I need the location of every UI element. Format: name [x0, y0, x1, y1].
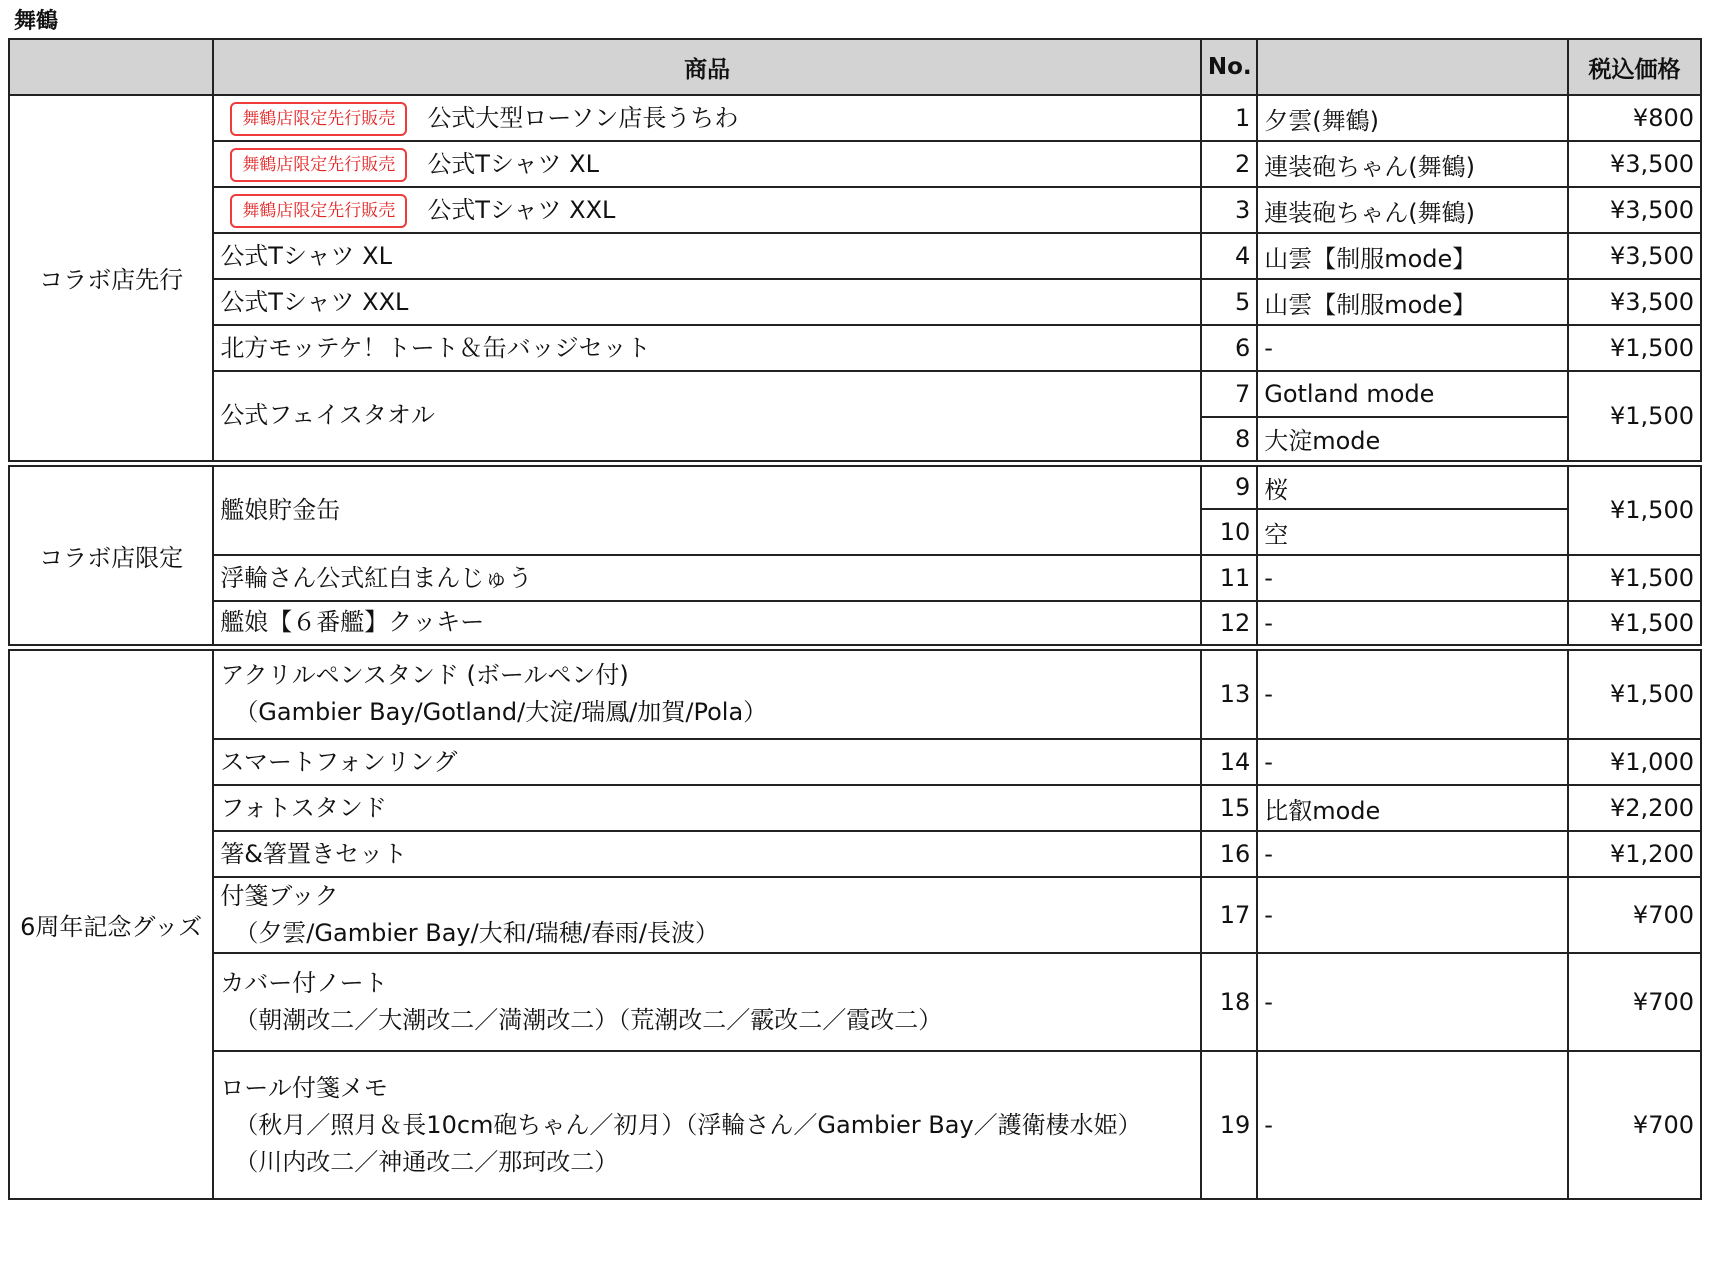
- number-cell: 13: [1201, 647, 1257, 739]
- variant-cell: -: [1257, 1051, 1568, 1199]
- number-cell: 3: [1201, 187, 1257, 233]
- price-cell: ¥1,500: [1568, 371, 1701, 463]
- product-cell: [213, 187, 1201, 233]
- number-cell: 10: [1201, 509, 1257, 555]
- table-row: [9, 279, 1701, 325]
- variant-cell: -: [1257, 877, 1568, 953]
- variant-cell: 山雲【制服mode】: [1257, 233, 1568, 279]
- product-name: アクリルペンスタンド (ボールペン付): [220, 661, 629, 690]
- product-name: 付箋ブック: [220, 882, 339, 910]
- header-price: 税込価格: [1568, 39, 1701, 95]
- product-name: 公式大型ローソン店長うちわ: [427, 103, 739, 132]
- product-cell: [213, 877, 1201, 953]
- limited-tag: 舞鶴店限定先行販売: [230, 194, 407, 228]
- table-row: [9, 233, 1701, 279]
- category-cell: 6周年記念グッズ: [9, 647, 213, 1199]
- product-name: 公式Tシャツ XXL: [427, 195, 616, 224]
- product-cell: [213, 141, 1201, 187]
- variant-cell: Gotland mode: [1257, 371, 1568, 417]
- number-cell: 7: [1201, 371, 1257, 417]
- number-cell: 1: [1201, 95, 1257, 141]
- variant-cell: 桜: [1257, 463, 1568, 509]
- variant-cell: 連装砲ちゃん(舞鶴): [1257, 187, 1568, 233]
- variant-cell: -: [1257, 601, 1568, 647]
- number-cell: 8: [1201, 417, 1257, 463]
- product-cell: 艦娘【６番艦】クッキー: [213, 601, 1201, 647]
- product-cell: 公式フェイスタオル: [213, 371, 1201, 463]
- page-title: 舞鶴: [14, 9, 59, 34]
- product-cell: スマートフォンリング: [213, 739, 1201, 785]
- product-note: （秋月／照月＆長10cm砲ちゃん／初月）（浮輪さん／Gambier Bay／護衛棲水姫）: [234, 1110, 1142, 1139]
- header-category: [9, 39, 213, 95]
- number-cell: 17: [1201, 877, 1257, 953]
- table-row: [9, 555, 1701, 601]
- table-row: [9, 877, 1701, 953]
- product-cell: [213, 647, 1201, 739]
- product-cell: 公式Tシャツ XXL: [213, 279, 1201, 325]
- variant-cell: -: [1257, 953, 1568, 1051]
- header-row: [9, 39, 1701, 95]
- price-cell: ¥3,500: [1568, 187, 1701, 233]
- table-row: [9, 141, 1701, 187]
- variant-cell: -: [1257, 647, 1568, 739]
- product-name: カバー付ノート: [220, 969, 388, 997]
- product-cell: 艦娘貯金缶: [213, 463, 1201, 555]
- number-cell: 16: [1201, 831, 1257, 877]
- variant-cell: 連装砲ちゃん(舞鶴): [1257, 141, 1568, 187]
- price-cell: ¥1,500: [1568, 555, 1701, 601]
- table-row: [9, 785, 1701, 831]
- product-name: ロール付箋メモ: [220, 1073, 388, 1102]
- product-cell: [213, 953, 1201, 1051]
- price-cell: ¥1,500: [1568, 325, 1701, 371]
- table-row: [9, 463, 1701, 509]
- product-note: （Gambier Bay/Gotland/大淀/瑞鳳/加賀/Pola）: [234, 698, 768, 727]
- goods-table: [8, 38, 1702, 1200]
- product-cell: 北方モッテケ！トート＆缶バッジセット: [213, 325, 1201, 371]
- product-cell: [213, 95, 1201, 141]
- header-variant: [1257, 39, 1568, 95]
- variant-cell: 山雲【制服mode】: [1257, 279, 1568, 325]
- variant-cell: 比叡mode: [1257, 785, 1568, 831]
- product-note: （川内改二／神通改二／那珂改二）: [234, 1147, 619, 1176]
- variant-cell: 大淀mode: [1257, 417, 1568, 463]
- number-cell: 18: [1201, 953, 1257, 1051]
- number-cell: 2: [1201, 141, 1257, 187]
- variant-cell: -: [1257, 555, 1568, 601]
- variant-cell: 空: [1257, 509, 1568, 555]
- limited-tag: 舞鶴店限定先行販売: [230, 148, 407, 182]
- price-cell: ¥1,500: [1568, 601, 1701, 647]
- price-cell: ¥3,500: [1568, 141, 1701, 187]
- table-row: [9, 647, 1701, 739]
- number-cell: 15: [1201, 785, 1257, 831]
- price-cell: ¥3,500: [1568, 233, 1701, 279]
- price-cell: ¥1,500: [1568, 463, 1701, 555]
- table-row: [9, 325, 1701, 371]
- category-cell: コラボ店限定: [9, 463, 213, 647]
- number-cell: 4: [1201, 233, 1257, 279]
- header-product: 商品: [213, 39, 1201, 95]
- price-cell: ¥800: [1568, 95, 1701, 141]
- header-no: No.: [1201, 39, 1257, 95]
- number-cell: 14: [1201, 739, 1257, 785]
- table-row: [9, 831, 1701, 877]
- table-row: [9, 953, 1701, 1051]
- table-row: [9, 187, 1701, 233]
- price-cell: ¥1,000: [1568, 739, 1701, 785]
- variant-cell: 夕雲(舞鶴): [1257, 95, 1568, 141]
- variant-cell: -: [1257, 325, 1568, 371]
- limited-tag: 舞鶴店限定先行販売: [230, 102, 407, 136]
- product-cell: [213, 1051, 1201, 1199]
- product-cell: 箸&箸置きセット: [213, 831, 1201, 877]
- price-cell: ¥700: [1568, 1051, 1701, 1199]
- table-row: [9, 371, 1701, 417]
- product-cell: フォトスタンド: [213, 785, 1201, 831]
- number-cell: 5: [1201, 279, 1257, 325]
- number-cell: 12: [1201, 601, 1257, 647]
- number-cell: 11: [1201, 555, 1257, 601]
- price-cell: ¥700: [1568, 877, 1701, 953]
- variant-cell: -: [1257, 739, 1568, 785]
- product-name: 公式Tシャツ XL: [427, 149, 599, 178]
- price-cell: ¥1,500: [1568, 647, 1701, 739]
- product-note: （夕雲/Gambier Bay/大和/瑞穂/春雨/長波）: [234, 919, 719, 947]
- price-cell: ¥2,200: [1568, 785, 1701, 831]
- number-cell: 6: [1201, 325, 1257, 371]
- table-row: [9, 1051, 1701, 1199]
- variant-cell: -: [1257, 831, 1568, 877]
- product-cell: 公式Tシャツ XL: [213, 233, 1201, 279]
- price-cell: ¥1,200: [1568, 831, 1701, 877]
- price-cell: ¥3,500: [1568, 279, 1701, 325]
- product-note: （朝潮改二／大潮改二／満潮改二）（荒潮改二／霰改二／霞改二）: [234, 1006, 943, 1034]
- category-cell: コラボ店先行: [9, 95, 213, 463]
- number-cell: 19: [1201, 1051, 1257, 1199]
- number-cell: 9: [1201, 463, 1257, 509]
- price-cell: ¥700: [1568, 953, 1701, 1051]
- product-cell: 浮輪さん公式紅白まんじゅう: [213, 555, 1201, 601]
- table-row: [9, 739, 1701, 785]
- table-row: [9, 95, 1701, 141]
- table-row: [9, 601, 1701, 647]
